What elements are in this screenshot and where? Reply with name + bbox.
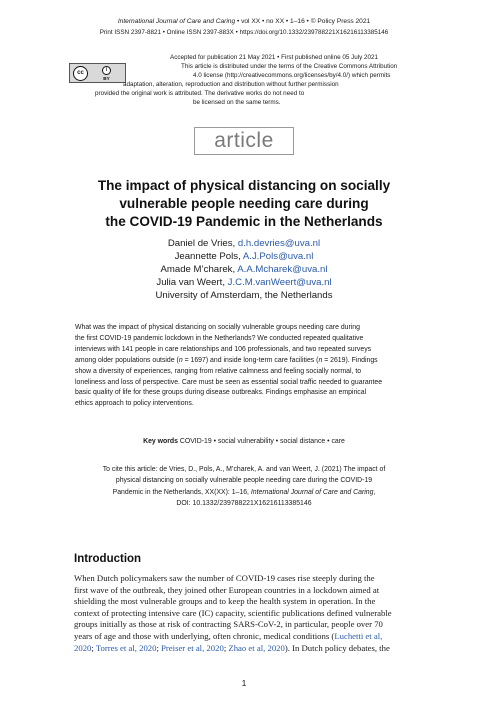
title-line: vulnerable people needing care during bbox=[119, 196, 369, 211]
creative-commons-icon: cc bbox=[73, 66, 88, 81]
author-email-link[interactable]: A.A.Mcharek@uva.nl bbox=[237, 263, 328, 275]
journal-header bbox=[0, 17, 488, 26]
author-line bbox=[0, 238, 488, 251]
body-line: groups initially as those at risk of contracting SARS-CoV-2, in particular, people over 70 bbox=[74, 619, 383, 630]
citation-line: Pandemic in the Netherlands, XX(XX): 1–16, International Journal of Care and Caring, bbox=[112, 488, 376, 496]
author-name: Amade M’charek, bbox=[160, 263, 238, 275]
reference-link[interactable]: 2020 bbox=[74, 642, 92, 653]
author-line bbox=[0, 251, 488, 264]
reference-link[interactable]: Torres et al, 2020 bbox=[95, 642, 157, 653]
introduction-paragraph bbox=[74, 573, 415, 654]
by-label: BY bbox=[103, 75, 110, 81]
license-line: adaptation, alteration, reproduction and distribution without further permission bbox=[123, 81, 339, 88]
license-line: 4.0 license (http://creativecommons.org/licenses/by/4.0/) which permits bbox=[193, 72, 391, 79]
body-line: shielding the most vulnerable groups and to keep the health system in operation. In the bbox=[74, 596, 376, 607]
license-line: This article is distributed under the terms of the Creative Commons Attribution bbox=[181, 63, 398, 70]
body-line: years of age and those with underlying, often chronic, medical conditions (Luchetti et al, bbox=[74, 630, 383, 641]
reference-link[interactable]: Preiser et al, 2020 bbox=[161, 642, 224, 653]
attribution-person-icon: i bbox=[102, 66, 111, 75]
reference-link[interactable]: Zhao et al, 2020 bbox=[228, 642, 285, 653]
article-title bbox=[0, 177, 488, 231]
author-line bbox=[0, 277, 488, 290]
abstract-line: interviews with 141 people in care relationships and 106 professionals, and two repeated surveys bbox=[75, 345, 372, 353]
author-email-link[interactable]: A.J.Pols@uva.nl bbox=[242, 250, 314, 262]
abstract-line: basic quality of life for these groups during disease outbreaks. Findings emphasise an empirical bbox=[75, 389, 367, 397]
cc-by-license-badge[interactable] bbox=[69, 63, 126, 83]
license-line: provided the original work is attributed. The derivative works do not need to bbox=[95, 90, 305, 97]
section-heading-introduction: Introduction bbox=[74, 553, 142, 565]
abstract-line: What was the impact of physical distancing on socially vulnerable groups needing care during bbox=[75, 324, 360, 331]
author-name: Jeannette Pols, bbox=[174, 250, 243, 262]
abstract-line: the first COVID-19 pandemic lockdown in the Netherlands? We conducted repeated qualitative bbox=[75, 334, 364, 342]
keywords-text: COVID-19 • social vulnerability • social distance • care bbox=[177, 438, 345, 445]
citation-doi[interactable]: DOI: 10.1332/239788221X16216113385146 bbox=[176, 499, 312, 507]
title-line: the COVID-19 Pandemic in the Netherlands bbox=[105, 214, 383, 229]
author-name: Daniel de Vries, bbox=[167, 238, 238, 249]
citation-line: To cite this article: de Vries, D., Pols, A., M’charek, A. and van Weert, J. (2021) The impact of bbox=[102, 466, 386, 473]
abstract bbox=[75, 323, 415, 410]
title-line: The impact of physical distancing on socially bbox=[97, 178, 391, 193]
body-line: 2020; Torres et al, 2020; Preiser et al, 2020; Zhao et al, 2020). In Dutch policy debates, the bbox=[74, 642, 390, 653]
author-email-link[interactable]: J.C.M.vanWeert@uva.nl bbox=[227, 276, 332, 288]
body-line: When Dutch policymakers saw the number of COVID-19 cases rise steeply during the bbox=[74, 573, 375, 583]
abstract-line: among older populations outside (n = 1697) and inside long-term care facilities (n = 2619). Findings bbox=[75, 356, 378, 364]
affiliation: University of Amsterdam, the Netherlands bbox=[155, 289, 333, 301]
citation-line: physical distancing on socially vulnerable people needing care during the COVID-19 bbox=[115, 477, 373, 485]
keywords-label: Key words bbox=[143, 438, 178, 445]
body-line: context of protecting intensive care (IC) capacity, scientific publications defined vulnerable bbox=[74, 607, 392, 618]
license-line: Accepted for publication 21 May 2021 • First published online 05 July 2021 bbox=[170, 54, 379, 61]
journal-name: International Journal of Care and Caring bbox=[117, 18, 236, 25]
reference-link[interactable]: Luchetti et al, bbox=[334, 630, 383, 641]
author-email-link[interactable]: d.h.devries@uva.nl bbox=[237, 238, 321, 249]
abstract-line: ethics approach to policy interventions. bbox=[75, 400, 194, 408]
citation-block bbox=[0, 464, 488, 509]
abstract-line: loneliness and loss of perspective. Care must be seen as essential social traffic needed to guarantee bbox=[75, 378, 383, 386]
keywords bbox=[0, 437, 488, 446]
body-line: first wave of the outbreak, they joined other European countries in a lockdown aimed at bbox=[74, 584, 380, 595]
issn-doi-line: Print ISSN 2397-8821 • Online ISSN 2397-883X • https://doi.org/10.1332/239788221X16216113385146 bbox=[99, 29, 389, 36]
license-line: be licensed on the same terms. bbox=[193, 99, 281, 106]
author-list bbox=[0, 238, 488, 303]
issue-info: • vol XX • no XX • 1–16 • © Policy Press 2021 bbox=[235, 18, 371, 25]
page-number: 1 bbox=[241, 678, 247, 688]
author-name: Julia van Weert, bbox=[156, 276, 228, 288]
author-line bbox=[0, 264, 488, 277]
abstract-line: show a diversity of experiences, ranging from relative calmness and feeling socially normal, to bbox=[75, 367, 362, 375]
article-type-label: article bbox=[194, 127, 294, 155]
